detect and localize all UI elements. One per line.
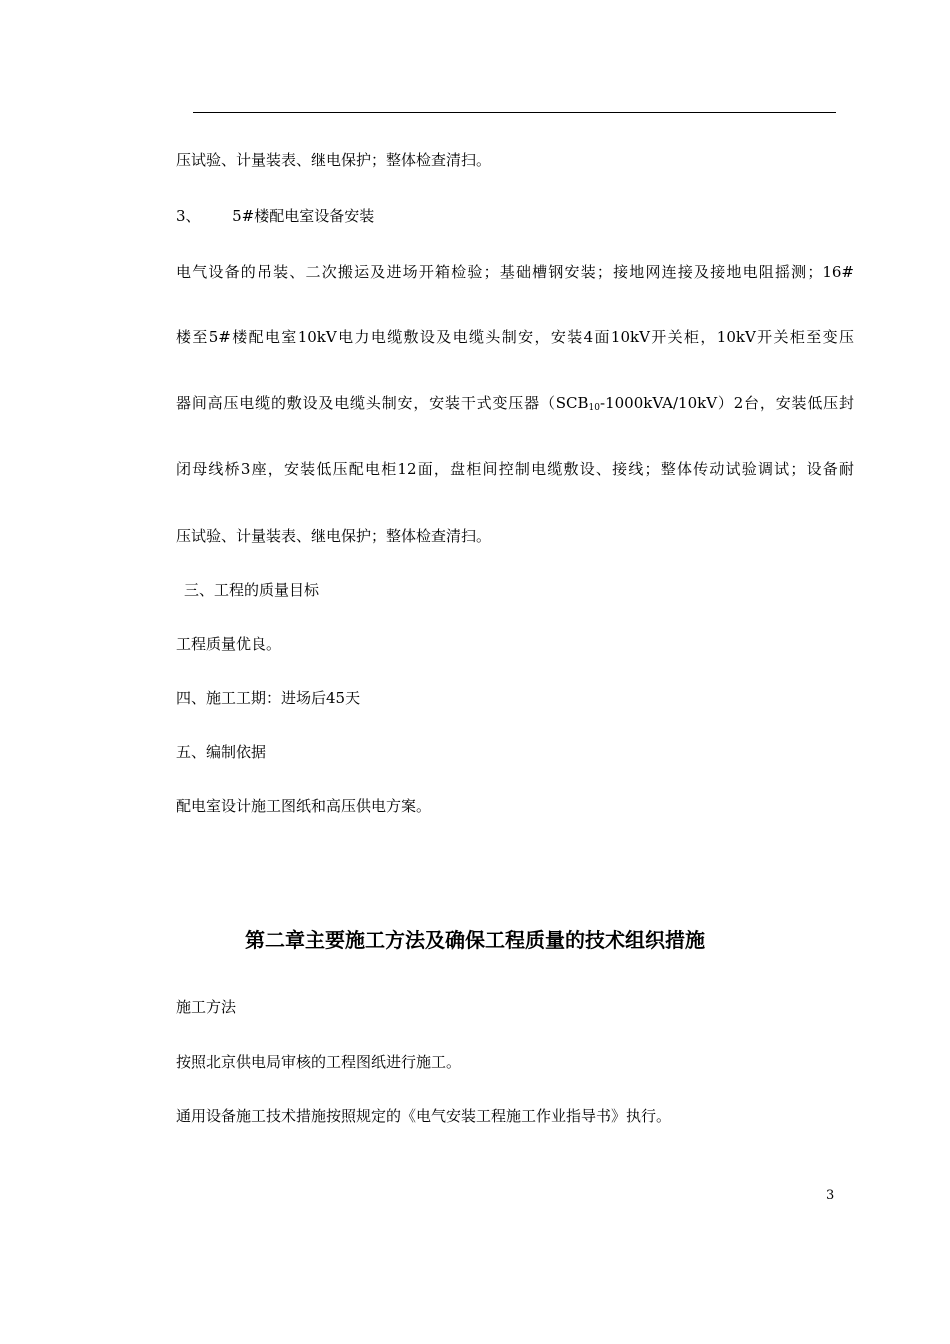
line-text-b: -1000kVA/10kV）2台，安装低压封 (600, 394, 854, 412)
paragraph-line: 楼至5#楼配电室10kV电力电缆敷设及电缆头制安，安装4面10kV开关柜，10kV开关柜至变压 (176, 328, 854, 346)
paragraph-line: 电气设备的吊装、二次搬运及进场开箱检验；基础槽钢安装；接地网连接及接地电阻摇测；16# (176, 263, 854, 281)
section-heading (176, 206, 374, 226)
paragraph-line (176, 393, 854, 413)
section-number: 3、 (176, 207, 201, 225)
section-heading: 四、施工工期：进场后45天 (176, 689, 361, 707)
subscript: 10 (588, 403, 600, 413)
paragraph-line: 压试验、计量装表、继电保护；整体检查清扫。 (176, 527, 492, 545)
paragraph-line: 通用设备施工技术措施按照规定的《电气安装工程施工作业指导书》执行。 (176, 1107, 672, 1125)
section-title: 5#楼配电室设备安装 (232, 207, 375, 225)
paragraph-line: 工程质量优良。 (176, 635, 282, 653)
header-rule (193, 112, 836, 113)
chapter-title: 第二章主要施工方法及确保工程质量的技术组织措施 (245, 928, 705, 952)
section-heading: 三、工程的质量目标 (184, 581, 320, 599)
page-number: 3 (826, 1188, 835, 1203)
paragraph-line: 压试验、计量装表、继电保护；整体检查清扫。 (176, 151, 492, 169)
line-text-a: 器间高压电缆的敷设及电缆头制安，安装干式变压器（SCB (176, 394, 589, 412)
section-heading: 五、编制依据 (176, 743, 267, 761)
paragraph-line: 配电室设计施工图纸和高压供电方案。 (176, 797, 432, 815)
subheading: 施工方法 (176, 998, 237, 1016)
paragraph-line: 闭母线桥3座，安装低压配电柜12面，盘柜间控制电缆敷设、接线；整体传动试验调试；设备耐 (176, 460, 854, 478)
paragraph-line: 按照北京供电局审核的工程图纸进行施工。 (176, 1053, 462, 1071)
